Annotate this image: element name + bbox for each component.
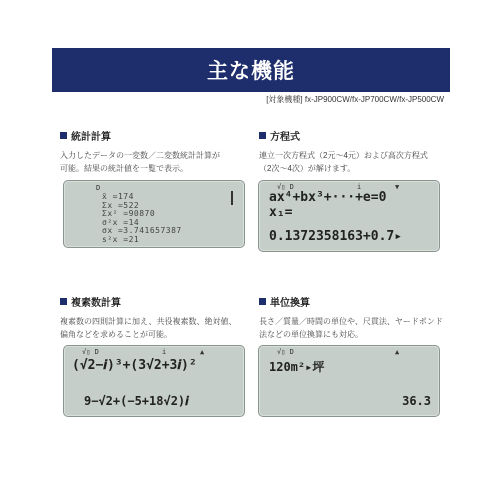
section-stats-header	[60, 128, 245, 143]
section-stats-title: 統計計算	[71, 132, 111, 143]
lcd-unit	[258, 345, 440, 417]
desc-line: 法などの単位換算にも対応。	[259, 330, 363, 339]
square-bullet-icon	[259, 298, 266, 305]
equation-form: ax⁴+bx³+···+e=0	[269, 190, 387, 205]
stat-line: s²x =21	[102, 234, 140, 244]
cursor-bar	[231, 191, 233, 205]
square-bullet-icon	[60, 132, 67, 139]
section-equation-header	[259, 128, 444, 143]
complex-result: 9−√2+(−5+18√2)𝒊	[84, 394, 189, 408]
mode-indicator: √▯ D	[82, 348, 99, 356]
stat-line: σx =3.741657387	[102, 226, 182, 235]
stat-line: Σx² =90870	[102, 209, 156, 218]
section-complex	[60, 294, 245, 341]
scroll-down-indicator: ▼	[395, 183, 400, 191]
page-title: 主な機能	[207, 59, 295, 83]
section-stats	[60, 128, 245, 175]
section-equation-desc	[259, 149, 444, 175]
section-complex-title: 複素数計算	[71, 298, 121, 309]
desc-line: 長さ／質量／時間の単位や、尺貫法、ヤードポンド	[259, 317, 443, 326]
unit-expression: 120m²▸坪	[269, 360, 325, 374]
stat-line: x̄ =174	[102, 192, 134, 201]
section-equation-title: 方程式	[270, 132, 300, 143]
section-complex-desc	[60, 315, 245, 341]
scroll-up-indicator: ▲	[200, 348, 205, 356]
solution-value: 0.1372358163+0.7▸	[269, 229, 403, 244]
lcd-equation	[258, 180, 440, 252]
imaginary-indicator: i	[357, 183, 362, 191]
lcd-stats	[63, 180, 245, 248]
complex-expression: (√2−𝒊)³+(3√2+3𝒊)²	[72, 358, 197, 373]
desc-line: 可能。結果の統計値を一覧で表示。	[60, 164, 188, 173]
square-bullet-icon	[60, 298, 67, 305]
section-complex-header	[60, 294, 245, 309]
square-bullet-icon	[259, 132, 266, 139]
target-models: [対象機種] fx-JP900CW/fx-JP700CW/fx-JP500CW	[266, 95, 444, 104]
desc-line: 偏角などを求めることが可能。	[60, 330, 172, 339]
degree-indicator: D	[96, 184, 101, 192]
section-unit-header	[259, 294, 444, 309]
section-stats-desc	[60, 149, 245, 175]
unit-result: 36.3	[402, 394, 431, 408]
scroll-up-indicator: ▲	[395, 348, 400, 356]
solution-label: x₁=	[269, 205, 293, 220]
section-unit-title: 単位換算	[270, 298, 310, 309]
desc-line: （2次〜4次）が解けます。	[259, 164, 356, 173]
stat-line: Σx =522	[102, 200, 140, 210]
section-unit-desc	[259, 315, 444, 341]
lcd-complex	[63, 345, 245, 417]
mode-indicator: √▯ D	[277, 183, 294, 191]
section-equation	[259, 128, 444, 175]
desc-line: 連立一次方程式（2元〜4元）および高次方程式	[259, 151, 428, 160]
desc-line: 入力したデータの一変数／二変数統計計算が	[60, 151, 220, 160]
desc-line: 複素数の四則計算に加え、共役複素数、絶対値、	[60, 317, 237, 326]
stat-line: σ²x =14	[102, 217, 140, 227]
section-unit	[259, 294, 444, 341]
page-title-banner	[52, 48, 450, 92]
mode-indicator: √▯ D	[277, 348, 294, 356]
imaginary-indicator: i	[162, 348, 167, 356]
